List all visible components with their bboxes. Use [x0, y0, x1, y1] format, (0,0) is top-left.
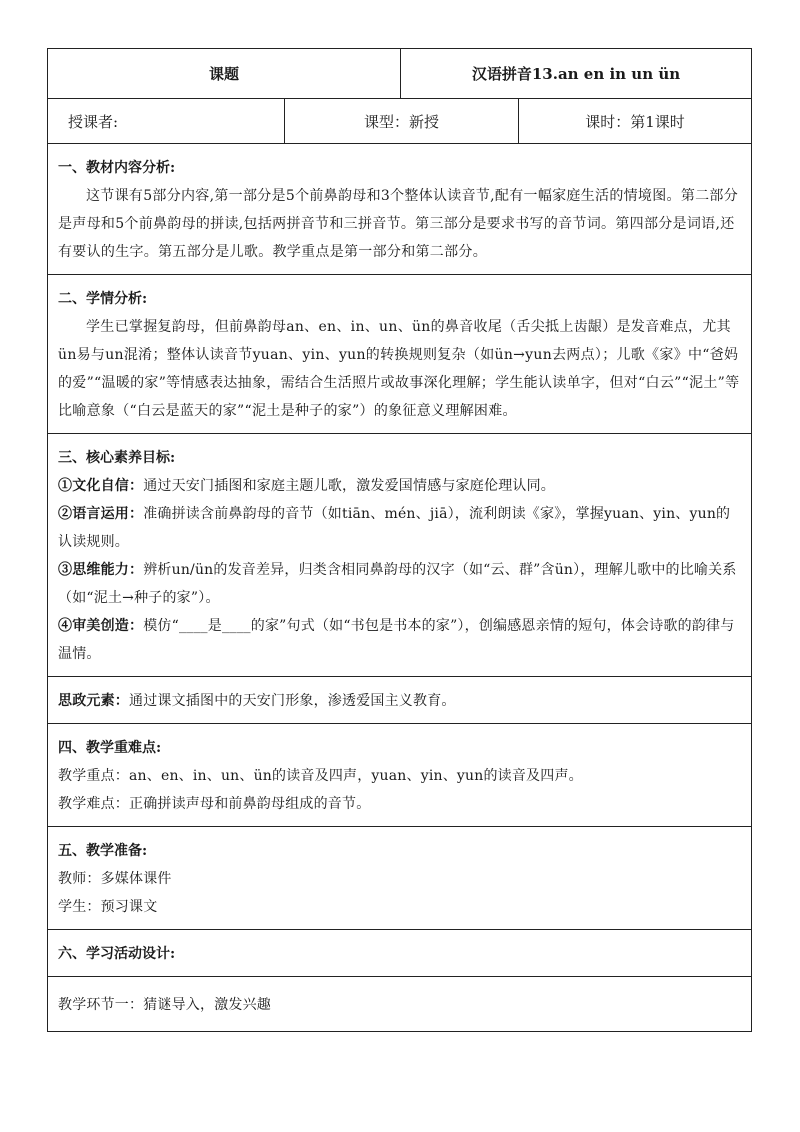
section-title: 六、学习活动设计:: [58, 946, 176, 962]
section-title: 四、教学重难点:: [58, 740, 162, 756]
topic-value: 汉语拼音13.an en in un ün: [400, 49, 751, 98]
goal-item: [58, 500, 741, 556]
section-title: 二、学情分析:: [58, 291, 148, 307]
goal-label: ④审美创造：: [58, 618, 144, 634]
goal-text: 准确拼读含前鼻韵母的音节（如tiān、mén、jiā），流利朗读《家》，掌握yuan、yin、yun的认读规则。: [58, 506, 731, 550]
topic-row: [48, 49, 751, 99]
section-body: 学生已掌握复韵母，但前鼻韵母an、en、in、un、ün的鼻音收尾（舌尖抵上齿龈）是发音难点，尤其ün易与un混淆；整体认读音节yuan、yin、yun的转换规则复杂（如ün→yun去两点）；儿歌《家》中“爸妈的爱”“温暖的家”等情感表达抽象，需结合生活照片或故事深化理解；学生能认读单字，但对“白云”“泥土”等比喻意象（“白云是蓝天的家”“泥土是种子的家”）的象征意义理解困难。: [58, 319, 740, 419]
student-prep: 学生：预习课文: [58, 899, 158, 915]
lesson-type: 课型：新授: [284, 99, 518, 143]
goal-label: ③思维能力：: [58, 562, 144, 578]
section-key-points: [48, 724, 751, 827]
meta-row: [48, 99, 751, 144]
section-learner-analysis: [48, 275, 751, 434]
section-title: 三、核心素养目标:: [58, 450, 176, 466]
section-preparation: [48, 827, 751, 930]
goal-text: 模仿“____是____的家”句式（如“书包是书本的家”），创编感恩亲情的短句，体会诗歌的韵律与温情。: [58, 618, 735, 662]
goal-item: [58, 612, 741, 668]
key-point-line: 教学重点：an、en、in、un、ün的读音及四声，yuan、yin、yun的读音及四声。: [58, 768, 583, 784]
ideology-text: 通过课文插图中的天安门形象，渗透爱国主义教育。: [129, 693, 456, 709]
teacher-label: 授课者:: [68, 112, 119, 131]
goal-item: [58, 556, 741, 612]
section-step-one: [48, 977, 751, 1032]
lesson-plan-table: [47, 48, 752, 1032]
difficulty-line: 教学难点：正确拼读声母和前鼻韵母组成的音节。: [58, 796, 371, 812]
section-textbook-analysis: [48, 144, 751, 275]
section-title: 一、教材内容分析:: [58, 160, 176, 176]
goal-label: ①文化自信：: [58, 478, 144, 494]
ideology-label: 思政元素：: [58, 693, 129, 709]
section-core-goals: [48, 434, 751, 677]
goal-item: [58, 472, 741, 500]
goal-label: ②语言运用：: [58, 506, 144, 522]
step-one-line: 教学环节一：猜谜导入，激发兴趣: [58, 997, 271, 1013]
goal-text: 辨析un/ün的发音差异，归类含相同鼻韵母的汉字（如“云、群”含ün），理解儿歌中的比喻关系（如“泥土→种子的家”）。: [58, 562, 737, 606]
ideology-line: [58, 687, 741, 715]
section-body: 这节课有5部分内容,第一部分是5个前鼻韵母和3个整体认读音节,配有一幅家庭生活的情境图。第二部分是声母和5个前鼻韵母的拼读,包括两拼音节和三拼音节。第三部分是要求书写的音节词。第四部分是词语,还有要认的生字。第五部分是儿歌。教学重点是第一部分和第二部分。: [58, 188, 739, 260]
section-activity-design: [48, 930, 751, 977]
section-ideology: [48, 677, 751, 724]
teacher-prep: 教师：多媒体课件: [58, 871, 172, 887]
section-title: 五、教学准备:: [58, 843, 148, 859]
topic-label: 课题: [208, 65, 239, 83]
lesson-hours: 课时：第1课时: [518, 99, 751, 143]
goal-text: 通过天安门插图和家庭主题儿歌，激发爱国情感与家庭伦理认同。: [143, 478, 556, 494]
